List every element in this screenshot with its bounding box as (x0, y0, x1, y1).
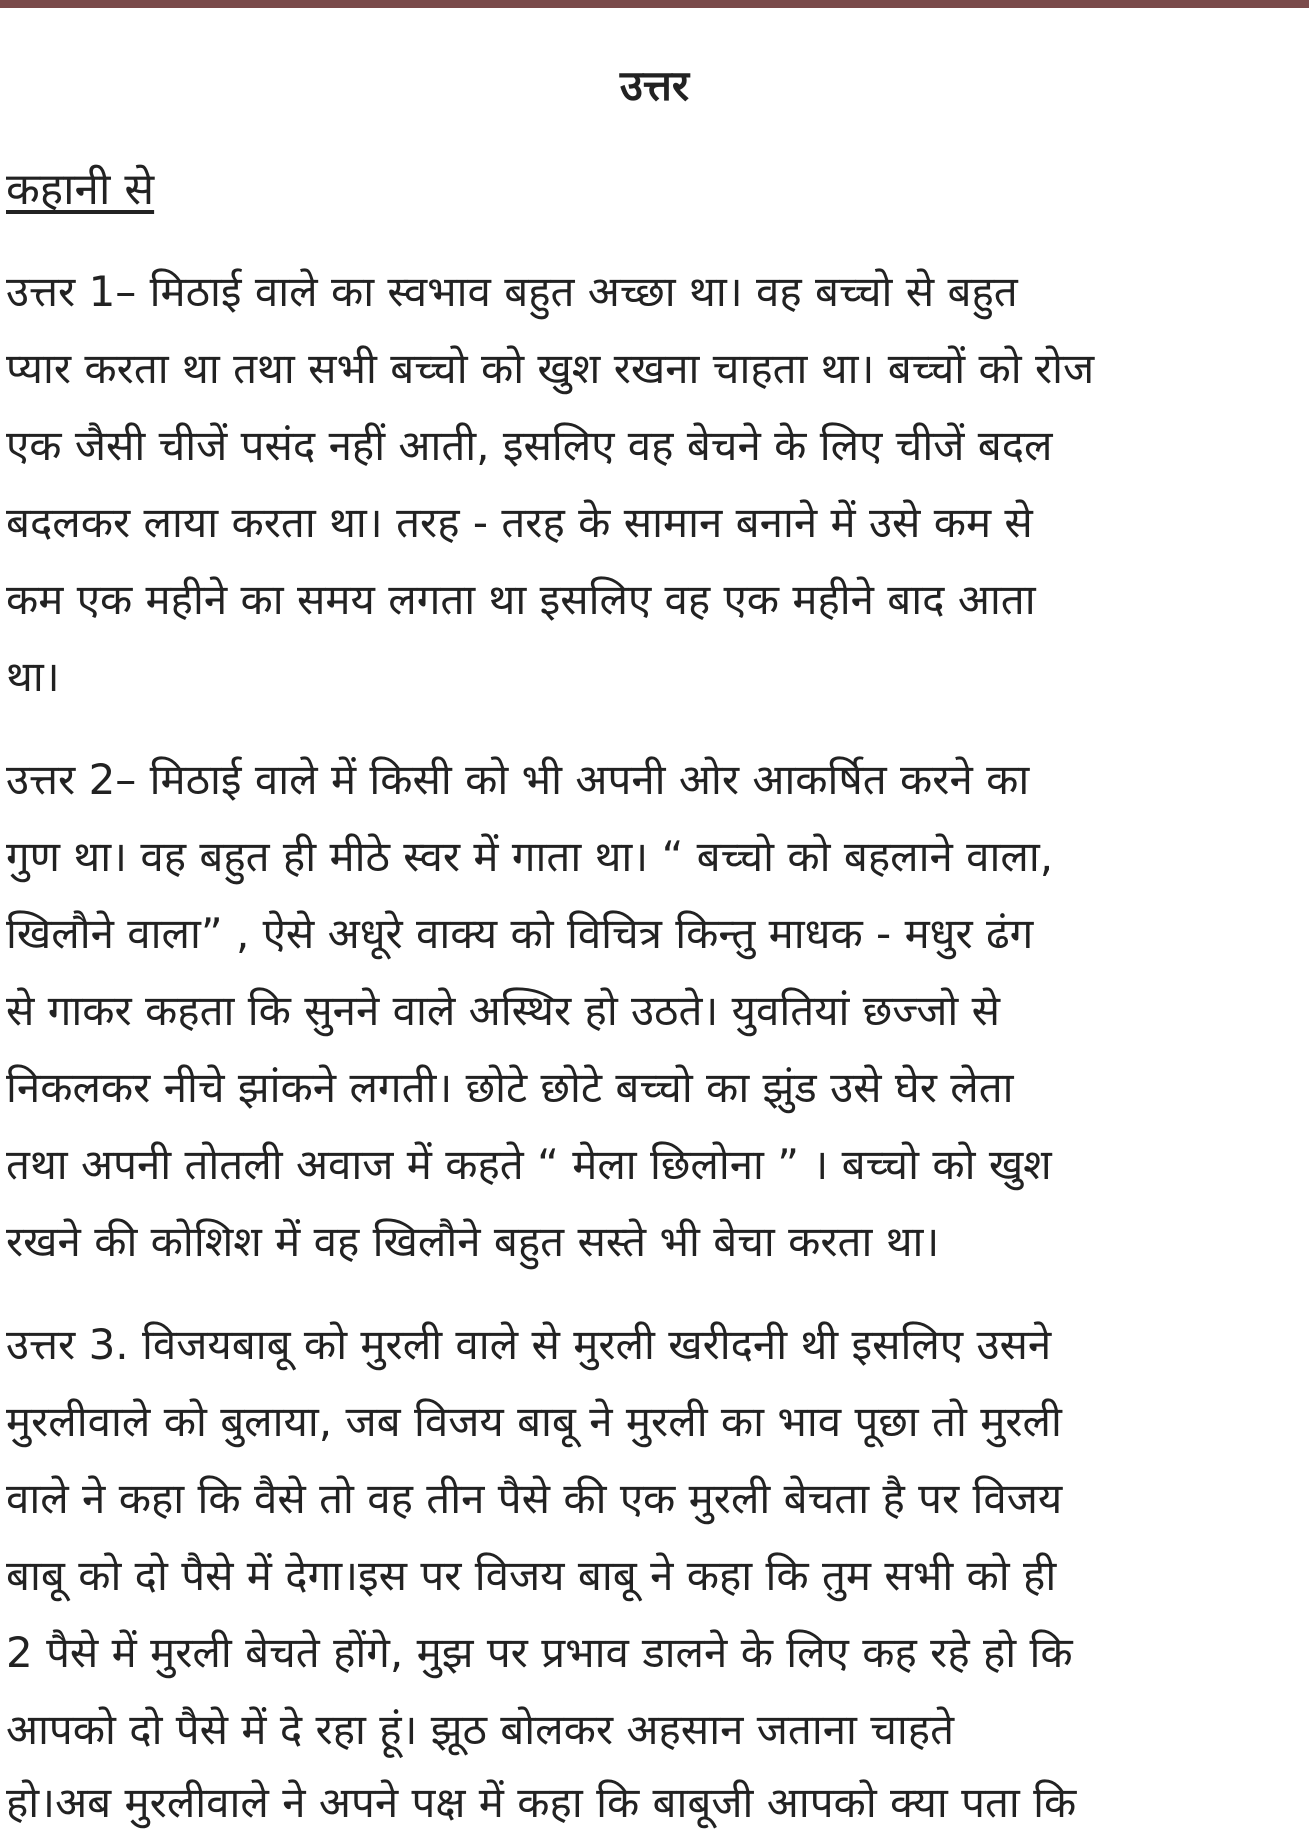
text-line: रखने की कोशिश में वह खिलौने बहुत सस्ते भी बेचा करता था। (6, 1217, 940, 1266)
text-line: तथा अपनी तोतली अवाज में कहते “ मेला छिलोना ” । बच्चो को खुश (6, 1140, 1052, 1189)
text-line: 2 पैसे में मुरली बेचते होंगे, मुझ पर प्रभाव डालने के लिए कह रहे हो कि (6, 1628, 1073, 1677)
top-border-bar (0, 0, 1309, 8)
text-line: खिलौने वाला” , ऐसे अधूरे वाक्य को विचित्र किन्तु माधक - मधुर ढंग (6, 909, 1034, 958)
text-line: उत्तर 1– मिठाई वाले का स्वभाव बहुत अच्छा था। वह बच्चो से बहुत (6, 267, 1018, 316)
text-line: बदलकर लाया करता था। तरह - तरह के सामान बनाने में उसे कम से (6, 498, 1033, 547)
text-line: था। (6, 652, 60, 701)
text-line: से गाकर कहता कि सुनने वाले अस्थिर हो उठते। युवतियां छज्जो से (6, 986, 1001, 1035)
section-heading: कहानी से (6, 164, 155, 215)
text-line: बाबू को दो पैसे में देगा।इस पर विजय बाबू ने कहा कि तुम सभी को ही (6, 1551, 1057, 1600)
text-line: आपको दो पैसे में दे रहा हूं। झूठ बोलकर अहसान जताना चाहते (6, 1705, 955, 1754)
page-title: उत्तर (619, 61, 690, 110)
text-line: मुरलीवाले को बुलाया, जब विजय बाबू ने मुरली का भाव पूछा तो मुरली (6, 1397, 1062, 1446)
text-line: एक जैसी चीजें पसंद नहीं आती, इसलिए वह बेचने के लिए चीजें बदल (6, 421, 1053, 470)
text-line: गुण था। वह बहुत ही मीठे स्वर में गाता था। “ बच्चो को बहलाने वाला, (6, 832, 1054, 881)
text-line: प्यार करता था तथा सभी बच्चो को खुश रखना चाहता था। बच्चों को रोज (6, 344, 1095, 393)
text-line: वाले ने कहा कि वैसे तो वह तीन पैसे की एक मुरली बेचता है पर विजय (6, 1474, 1063, 1523)
text-line: हो।अब मुरलीवाले ने अपने पक्ष में कहा कि बाबूजी आपको क्या पता कि (6, 1778, 1077, 1827)
text-line: कम एक महीने का समय लगता था इसलिए वह एक महीने बाद आता (6, 575, 1036, 624)
text-line: उत्तर 2– मिठाई वाले में किसी को भी अपनी ओर आकर्षित करने का (6, 755, 1030, 804)
text-line: उत्तर 3. विजयबाबू को मुरली वाले से मुरली खरीदनी थी इसलिए उसने (6, 1320, 1052, 1369)
text-line: निकलकर नीचे झांकने लगती। छोटे छोटे बच्चो का झुंड उसे घेर लेता (6, 1063, 1014, 1112)
